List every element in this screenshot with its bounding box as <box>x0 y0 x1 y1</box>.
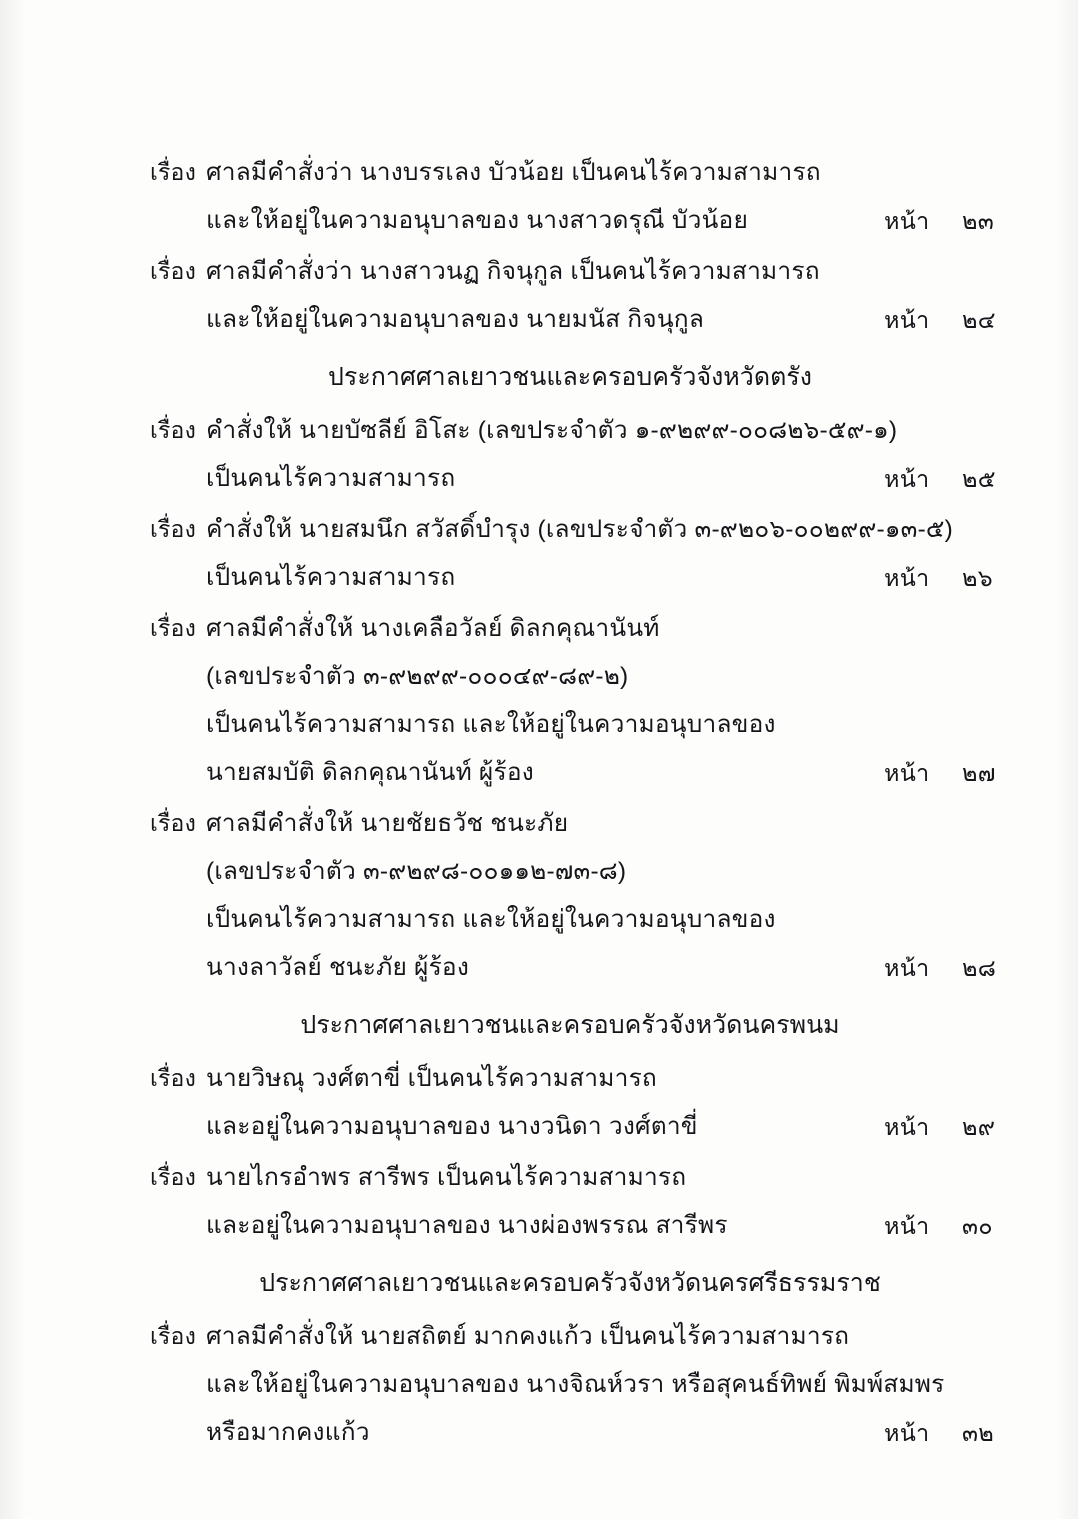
page-reference <box>884 455 1020 503</box>
toc-entry-text: ศาลมีคำสั่งให้ นายชัยธวัช ชนะภัย <box>206 810 569 837</box>
page-reference <box>884 749 1020 797</box>
toc-line <box>120 247 1020 296</box>
subject-label: เรื่อง <box>149 1065 196 1091</box>
toc-line <box>120 604 1020 653</box>
entry-somnuek-sawatbamrung <box>120 505 1020 602</box>
page-reference <box>884 554 1020 602</box>
toc-entry-text: ศาลมีคำสั่งว่า นางบรรเลง บัวน้อย เป็นคนไร้ความสามารถ <box>206 159 821 186</box>
toc-entry-text: นายวิษณุ วงศ์ตาขี่ เป็นคนไร้ความสามารถ <box>206 1065 657 1092</box>
toc-line <box>120 1202 1020 1250</box>
page-reference <box>884 1409 1020 1457</box>
page-label: หน้า <box>884 307 930 333</box>
toc-entry-text: ศาลมีคำสั่งให้ นางเคลือวัลย์ ดิลกคุณานันท์ <box>206 615 660 642</box>
entry-sathit-makkhongkaeo <box>120 1312 1020 1457</box>
heading-nakhonsithammarat-court: ประกาศศาลเยาวชนและครอบครัวจังหวัดนครศรีธรรมราช <box>259 1269 881 1297</box>
page-number: ๒๗ <box>962 760 996 786</box>
subject-label: เรื่อง <box>149 258 196 284</box>
toc-line <box>120 1361 1020 1409</box>
toc-entry-text: และอยู่ในความอนุบาลของ นางวนิดา วงศ์ตาขี่ <box>206 1113 698 1140</box>
toc-entry-text: เป็นคนไร้ความสามารถ <box>206 465 456 492</box>
toc-line <box>120 749 1020 797</box>
toc-line <box>120 455 1020 503</box>
subject-label: เรื่อง <box>149 516 196 542</box>
entry-banleng-buanoi <box>120 148 1020 245</box>
toc-line <box>120 944 1020 992</box>
toc-line <box>120 406 1020 455</box>
toc-entry-text: ศาลมีคำสั่งว่า นางสาวนฏ กิจนุกูล เป็นคนไร้ความสามารถ <box>206 258 820 285</box>
subject-label: เรื่อง <box>149 1323 196 1349</box>
entry-nobhot-kitjanukul <box>120 247 1020 344</box>
entry-kraiamphon-saripon <box>120 1153 1020 1250</box>
page-reference <box>884 1202 1020 1250</box>
page-reference <box>884 1103 1020 1151</box>
page-label: หน้า <box>884 760 930 786</box>
entry-batlee-isoh <box>120 406 1020 503</box>
toc-entry-text: (เลขประจำตัว ๓-๙๒๙๙-๐๐๐๔๙-๘๙-๒) <box>206 663 629 690</box>
entry-chaiyathawat-chanapai <box>120 799 1020 992</box>
entry-kluawan-dilokkunanan <box>120 604 1020 797</box>
page-label: หน้า <box>884 466 930 492</box>
page-label: หน้า <box>884 1213 930 1239</box>
table-of-contents <box>120 148 1020 1459</box>
toc-entry-text: นายสมบัติ ดิลกคุณานันท์ ผู้ร้อง <box>206 759 534 786</box>
toc-entry-text: และให้อยู่ในความอนุบาลของ นายมนัส กิจนุกูล <box>206 306 705 333</box>
subject-label: เรื่อง <box>149 615 196 641</box>
toc-entry-text: นายไกรอำพร สารีพร เป็นคนไร้ความสามารถ <box>206 1164 687 1191</box>
toc-entry-text: เป็นคนไร้ความสามารถ และให้อยู่ในความอนุบาลของ <box>206 711 776 738</box>
subject-label: เรื่อง <box>149 810 196 836</box>
toc-line <box>120 554 1020 602</box>
page-reference <box>884 944 1020 992</box>
toc-line <box>120 1312 1020 1361</box>
heading-nakhonphanom-court: ประกาศศาลเยาวชนและครอบครัวจังหวัดนครพนม <box>300 1011 840 1039</box>
toc-line <box>120 197 1020 245</box>
page-number: ๒๓ <box>962 208 994 234</box>
toc-entry-text: คำสั่งให้ นายบัซลีย์ อิโสะ (เลขประจำตัว ๑-๙๒๙๙-๐๐๘๒๖-๕๙-๑) <box>206 417 898 444</box>
toc-entry-text: ศาลมีคำสั่งให้ นายสถิตย์ มากคงแก้ว เป็นคนไร้ความสามารถ <box>206 1323 850 1350</box>
toc-line <box>120 1409 1020 1457</box>
page-label: หน้า <box>884 565 930 591</box>
subject-label: เรื่อง <box>149 1164 196 1190</box>
page-label: หน้า <box>884 208 930 234</box>
entry-wisanu-wongtakhi <box>120 1054 1020 1151</box>
page-number: ๒๖ <box>962 565 993 591</box>
toc-line <box>120 1153 1020 1202</box>
toc-line <box>120 799 1020 848</box>
toc-entry-text: คำสั่งให้ นายสมนึก สวัสดิ์บำรุง (เลขประจำตัว ๓-๙๒๐๖-๐๐๒๙๙-๑๓-๕) <box>206 516 954 543</box>
page-label: หน้า <box>884 955 930 981</box>
page-number: ๒๙ <box>962 1114 996 1140</box>
page-label: หน้า <box>884 1114 930 1140</box>
page-number: ๒๕ <box>962 466 996 492</box>
toc-entry-text: (เลขประจำตัว ๓-๙๒๙๘-๐๐๑๑๒-๗๓-๘) <box>206 858 627 885</box>
toc-entry-text: เป็นคนไร้ความสามารถ และให้อยู่ในความอนุบาลของ <box>206 906 776 933</box>
page-reference <box>884 197 1020 245</box>
subject-label: เรื่อง <box>149 159 196 185</box>
page-number: ๒๔ <box>962 307 996 333</box>
page-number: ๓๒ <box>962 1420 994 1446</box>
toc-entry-text: นางลาวัลย์ ชนะภัย ผู้ร้อง <box>206 954 470 981</box>
toc-entry-text: และให้อยู่ในความอนุบาลของ นางสาวดรุณี บัวน้อย <box>206 207 748 234</box>
toc-line <box>120 148 1020 197</box>
subject-label: เรื่อง <box>149 417 196 443</box>
toc-line <box>120 653 1020 701</box>
toc-line <box>120 505 1020 554</box>
heading-trang-court: ประกาศศาลเยาวชนและครอบครัวจังหวัดตรัง <box>328 363 812 391</box>
toc-entry-text: เป็นคนไร้ความสามารถ <box>206 564 456 591</box>
page-number: ๒๘ <box>962 955 997 981</box>
page-label: หน้า <box>884 1420 930 1446</box>
toc-line <box>120 848 1020 896</box>
toc-line <box>120 1054 1020 1103</box>
toc-entry-text: และให้อยู่ในความอนุบาลของ นางจิณห์วรา หรือสุคนธ์ทิพย์ พิมพ์สมพร <box>206 1371 945 1398</box>
page-number: ๓๐ <box>962 1213 993 1239</box>
toc-line <box>120 296 1020 344</box>
toc-line <box>120 896 1020 944</box>
toc-line <box>120 1103 1020 1151</box>
toc-entry-text: และอยู่ในความอนุบาลของ นางผ่องพรรณ สารีพร <box>206 1212 728 1239</box>
toc-line <box>120 701 1020 749</box>
page-reference <box>884 296 1020 344</box>
toc-entry-text: หรือมากคงแก้ว <box>206 1419 370 1446</box>
